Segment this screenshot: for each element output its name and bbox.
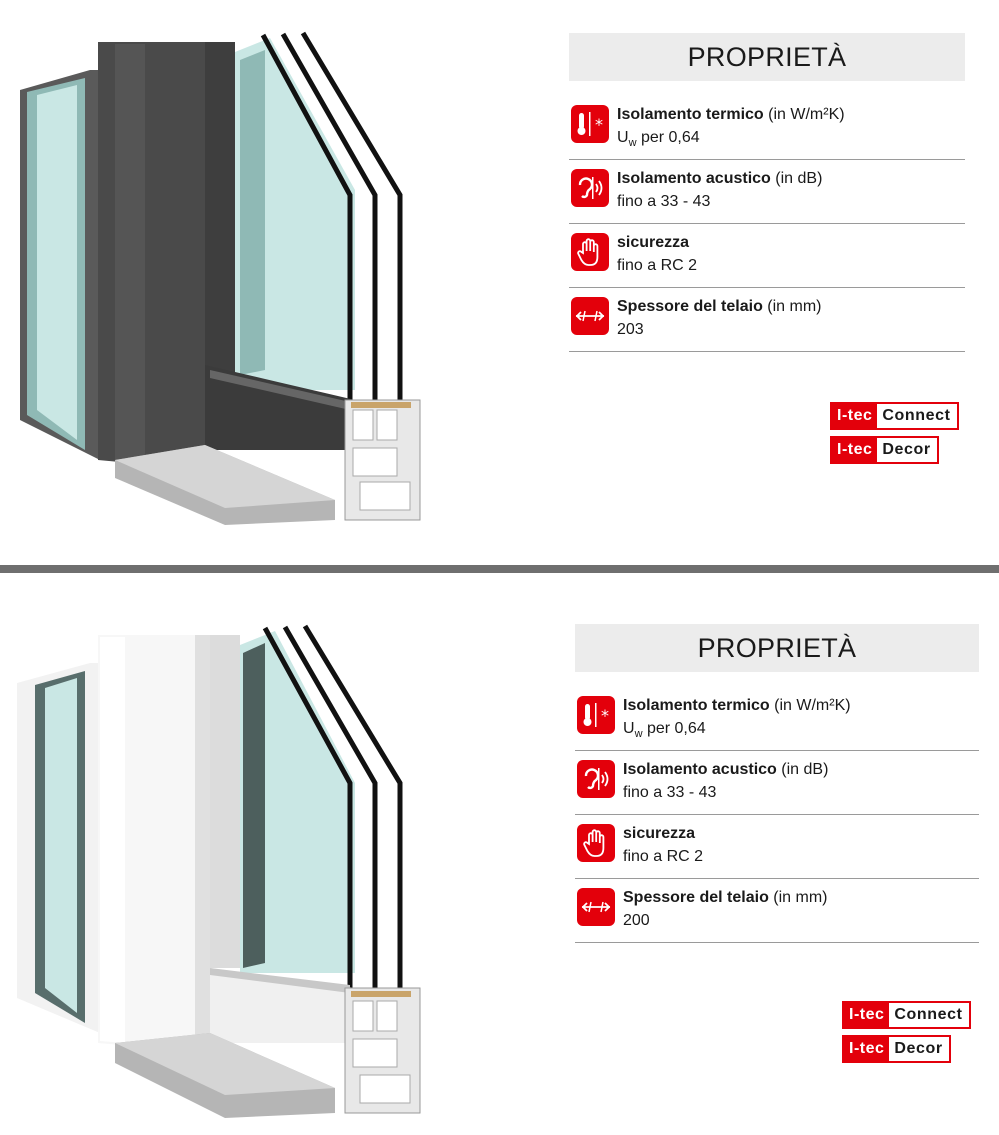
badge-brand: I-tec [844,1037,889,1061]
svg-text:*: * [601,706,609,725]
badge-brand: I-tec [832,404,877,428]
property-unit: (in mm) [767,298,822,315]
thermometer-snowflake-icon [577,696,615,734]
property-label: Spessore del telaio [623,889,769,906]
property-list [575,688,979,943]
window-profile-image-white [15,623,425,1123]
property-label: sicurezza [617,234,690,251]
feature-badges [842,1001,971,1069]
property-thermal-insulation [569,97,965,160]
properties-panel [569,33,965,353]
property-acoustic-insulation [569,161,965,224]
property-unit: (in dB) [775,170,823,187]
property-security [569,225,965,288]
hand-stop-icon [571,233,609,271]
badge-name: Decor [894,1040,943,1057]
panel-title: PROPRIETÀ [575,624,979,672]
badge-itec-connect [830,402,959,430]
badge-itec-decor [830,436,939,464]
panel-title: PROPRIETÀ [569,33,965,81]
width-arrows-icon [571,297,609,335]
property-unit: (in W/m²K) [774,697,851,714]
badge-itec-connect [842,1001,971,1029]
property-value: 203 [617,321,644,338]
property-unit: (in W/m²K) [768,106,845,123]
property-unit: (in mm) [773,889,828,906]
thermometer-snowflake-icon [571,105,609,143]
property-value: fino a 33 - 43 [623,784,717,801]
property-unit: (in dB) [781,761,829,778]
property-label: Isolamento acustico [623,761,777,778]
badge-itec-decor [842,1035,951,1063]
feature-badges [830,402,959,470]
badge-brand: I-tec [832,438,877,462]
property-label: Spessore del telaio [617,298,763,315]
property-value: $U_w$ per 0,64 [617,129,700,150]
property-label: Isolamento termico [623,697,770,714]
property-list [569,97,965,352]
product-section-white [0,573,999,1135]
hand-stop-icon [577,824,615,862]
property-value: 200 [623,912,650,929]
property-label: Isolamento acustico [617,170,771,187]
properties-panel [575,624,979,944]
property-security [575,816,979,879]
ear-sound-icon [571,169,609,207]
width-arrows-icon [577,888,615,926]
property-thermal-insulation [575,688,979,751]
property-value: $U_w$ per 0,64 [623,720,706,741]
section-divider [0,565,999,573]
property-frame-thickness [575,880,979,943]
ear-sound-icon [577,760,615,798]
window-profile-image-dark [15,30,425,530]
property-value: fino a 33 - 43 [617,193,711,210]
badge-brand: I-tec [844,1003,889,1027]
badge-name: Connect [894,1006,963,1023]
badge-name: Decor [882,441,931,458]
product-section-dark [0,0,999,565]
property-frame-thickness [569,289,965,352]
property-acoustic-insulation [575,752,979,815]
property-label: Isolamento termico [617,106,764,123]
property-value: fino a RC 2 [623,848,704,865]
badge-name: Connect [882,407,951,424]
property-label: sicurezza [623,825,696,842]
svg-text:*: * [595,115,603,134]
property-value: fino a RC 2 [617,257,698,274]
